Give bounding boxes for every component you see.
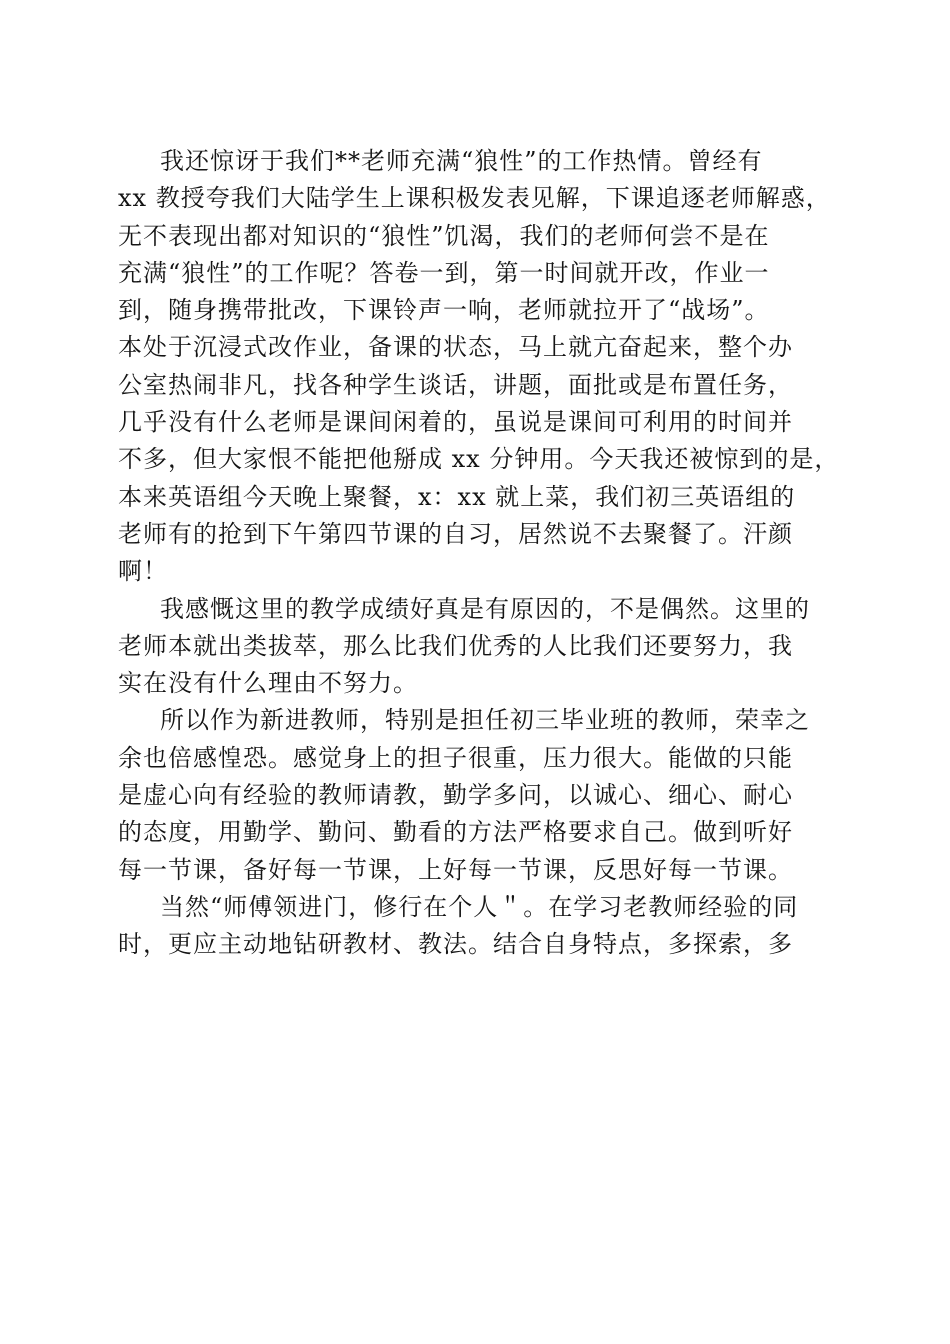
text-line: 余也倍感惶恐。感觉身上的担子很重，压力很大。能做的只能 [118, 743, 793, 772]
text-line: 充满“狼性”的工作呢？答卷一到，第一时间就开改，作业一 [118, 258, 770, 287]
text-line: 啊！ [118, 557, 168, 586]
text-line: 当然“师傅领进门，修行在个人＂。在学习老教师经验的同 [160, 892, 799, 921]
text-line: 每一节课，备好每一节课，上好每一节课，反思好每一节课。 [118, 855, 793, 884]
text-line: 老师有的抢到下午第四节课的自习，居然说不去聚餐了。汗颜 [118, 519, 793, 548]
text-line: 时，更应主动地钻研教材、教法。结合自身特点，多探索，多 [118, 930, 793, 959]
text-line: 几乎没有什么老师是课间闲着的，虽说是课间可利用的时间并 [118, 408, 793, 437]
paragraph [118, 889, 834, 964]
text-line: 我感慨这里的教学成绩好真是有原因的，不是偶然。这里的 [160, 594, 810, 623]
paragraph [118, 702, 834, 888]
text-line: 无不表现出都对知识的“狼性”饥渴，我们的老师何尝不是在 [118, 221, 770, 250]
text-line: xx 教授夸我们大陆学生上课积极发表见解，下课追逐老师解惑， [118, 184, 831, 213]
document-page [118, 143, 840, 964]
paragraph [118, 591, 834, 703]
text-line: 所以作为新进教师，特别是担任初三毕业班的教师，荣幸之 [160, 706, 810, 735]
text-line: 公室热闹非凡，找各种学生谈话，讲题，面批或是布置任务， [118, 370, 793, 399]
text-line: 本处于沉浸式改作业，备课的状态，马上就亢奋起来，整个办 [118, 333, 793, 362]
text-line: 本来英语组今天晚上聚餐，x：xx 就上菜，我们初三英语组的 [118, 482, 796, 511]
text-line: 的态度，用勤学、勤问、勤看的方法严格要求自己。做到听好 [118, 818, 793, 847]
paragraph [118, 143, 840, 591]
text-line: 老师本就出类拔萃，那么比我们优秀的人比我们还要努力，我 [118, 631, 793, 660]
text-line: 到，随身携带批改，下课铃声一响，老师就拉开了“战场”。 [118, 296, 770, 325]
text-line: 不多，但大家恨不能把他掰成 xx 分钟用。今天我还被惊到的是， [118, 445, 840, 474]
text-line: 是虚心向有经验的教师请教，勤学多问，以诚心、细心、耐心 [118, 781, 793, 810]
text-line: 我还惊讶于我们**老师充满“狼性”的工作热情。曾经有 [160, 147, 763, 175]
text-line: 实在没有什么理由不努力。 [118, 669, 418, 698]
